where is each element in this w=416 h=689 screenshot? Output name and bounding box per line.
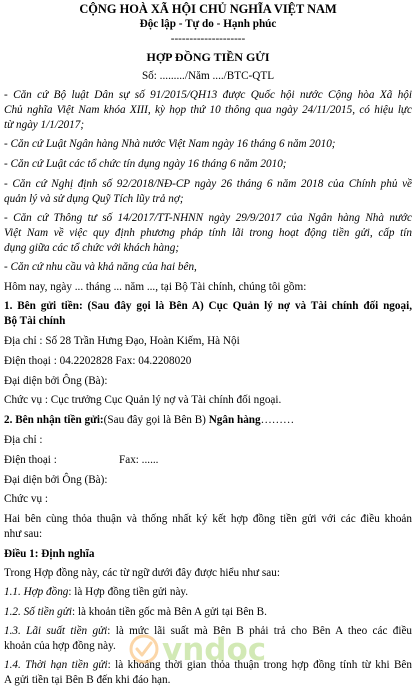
- party-b-address: Địa chỉ :: [4, 434, 43, 446]
- definition-1-1: [4, 585, 412, 601]
- definition-1-3-term: 1.3. Lãi suất tiền gửi: [4, 625, 108, 637]
- preamble-6: - Căn cứ nhu cầu và khả năng của hai bên,: [4, 261, 197, 273]
- party-b-heading: [4, 413, 412, 429]
- definition-1-3-cont: khoản của hợp đồng này.: [4, 640, 116, 652]
- party-a-heading: 1. Bên gửi tiền: (Sau đây gọi là Bên A) Cục Quản lý nợ và Tài chính đối ngoại,: [4, 300, 412, 312]
- preamble-4-line-2: quản lý và sử dụng Quỹ Tích lũy trả nợ;: [4, 193, 184, 205]
- party-a-representative: Đại diện bởi Ông (Bà):: [4, 375, 108, 387]
- preamble-2: - Căn cứ Luật Ngân hàng Nhà nước Việt Nam ngày 16 tháng 6 năm 2010;: [4, 138, 336, 150]
- agreement-line-1: Hai bên cùng thỏa thuận và thống nhất ký kết hợp đồng tiền gửi với các điều khoản: [4, 513, 412, 525]
- party-b-label: 2. Bên nhận tiền gửi:: [4, 414, 104, 426]
- definition-1-1-term: 1.1. Hợp đồng: [4, 586, 69, 598]
- header-divider: --------------------: [170, 33, 246, 45]
- party-b-phone-row: [4, 453, 412, 469]
- definition-1-2-text: : là khoản tiền gốc mà Bên A gửi tại Bên B.: [71, 606, 267, 618]
- watermark-text: vndoc: [162, 632, 267, 668]
- definition-1-3: [4, 624, 412, 640]
- party-a-position: Chức vụ : Cục trưởng Cục Quản lý nợ và Tài chính đối ngoại.: [4, 394, 282, 406]
- country-header: CỘNG HOÀ XÃ HỘI CHỦ NGHĨA VIỆT NAM: [79, 2, 337, 16]
- party-b-position: Chức vụ :: [4, 493, 48, 505]
- preamble-1-line-3: từ ngày 1/1/2017;: [4, 119, 85, 131]
- preamble-1-line-2: Chủ nghĩa Việt Nam khóa XIII, kỳ họp thứ 10 thông qua ngày 24/11/2015, có hiệu lực: [4, 104, 412, 116]
- preamble-5-line-3: dụng giữa các tổ chức với khách hàng;: [4, 242, 180, 254]
- definition-1-3-text: : là mức lãi suất mà Bên B phải trả cho Bên A theo các điều: [107, 625, 413, 637]
- party-b-dots: ………: [260, 414, 295, 426]
- party-b-bank: Ngân hàng: [208, 414, 261, 426]
- article-1-title: Điều 1: Định nghĩa: [4, 548, 95, 560]
- contract-number: Số: ........./Năm ..../BTC-QTL: [141, 70, 275, 82]
- definition-1-4-term: 1.4. Thời hạn tiền gửi: [4, 659, 108, 671]
- party-a-heading-cont: Bộ Tài chính: [4, 315, 66, 327]
- party-b-representative: Đại diện bởi Ông (Bà):: [4, 474, 108, 486]
- definition-1-2: [4, 605, 412, 621]
- preamble-3: - Căn cứ Luật các tổ chức tín dụng ngày 16 tháng 6 năm 2010;: [4, 158, 287, 170]
- definition-1-4-text: : là khoảng thời gian thỏa thuận trong hợp đồng tính từ khi Bên: [107, 659, 412, 671]
- definition-1-4: [4, 658, 412, 674]
- today-line: Hôm nay, ngày ... tháng ... năm ..., tại Bộ Tài chính, chúng tôi gồm:: [4, 281, 307, 293]
- party-b-alias: (Sau đây gọi là Bên B): [103, 414, 209, 426]
- preamble-1-line-1: - Căn cứ Bộ luật Dân sự số 91/2015/QH13 được Quốc hội nước Cộng hòa Xã hội: [4, 89, 412, 101]
- party-a-phone: Điện thoại : 04.2202828 Fax: 04.2208020: [4, 355, 192, 367]
- preamble-4-line-1: - Căn cứ Nghị định số 92/2018/NĐ-CP ngày 26 tháng 6 năm 2018 của Chính phủ về: [4, 178, 412, 190]
- definition-1-2-term: 1.2. Số tiền gửi: [4, 606, 72, 618]
- preamble-5-line-2: Việt Nam về việc quy định phương pháp tính lãi trong hoạt động tiền gửi, cấp tín: [4, 227, 412, 239]
- agreement-line-2: như sau:: [4, 528, 43, 540]
- motto: Độc lập - Tự do - Hạnh phúc: [139, 18, 277, 30]
- party-b-fax: Fax: ......: [119, 454, 159, 466]
- page-title: HỢP ĐỒNG TIỀN GỬI: [146, 50, 270, 64]
- definition-1-4-cont: A gửi tiền tại Bên B đến khi đáo hạn.: [4, 674, 171, 686]
- preamble-5-line-1: - Căn cứ Thông tư số 14/2017/TT-NHNN ngày 29/9/2017 của Ngân hàng Nhà nước: [4, 212, 412, 224]
- article-1-intro: Trong Hợp đồng này, các từ ngữ dưới đây được hiểu như sau:: [4, 567, 280, 579]
- party-b-phone: Điện thoại :: [4, 454, 57, 466]
- definition-1-1-text: : là Hợp đồng tiền gửi này.: [68, 586, 189, 598]
- party-a-address: Địa chỉ : Số 28 Trần Hưng Đạo, Hoàn Kiếm, Hà Nội: [4, 335, 240, 347]
